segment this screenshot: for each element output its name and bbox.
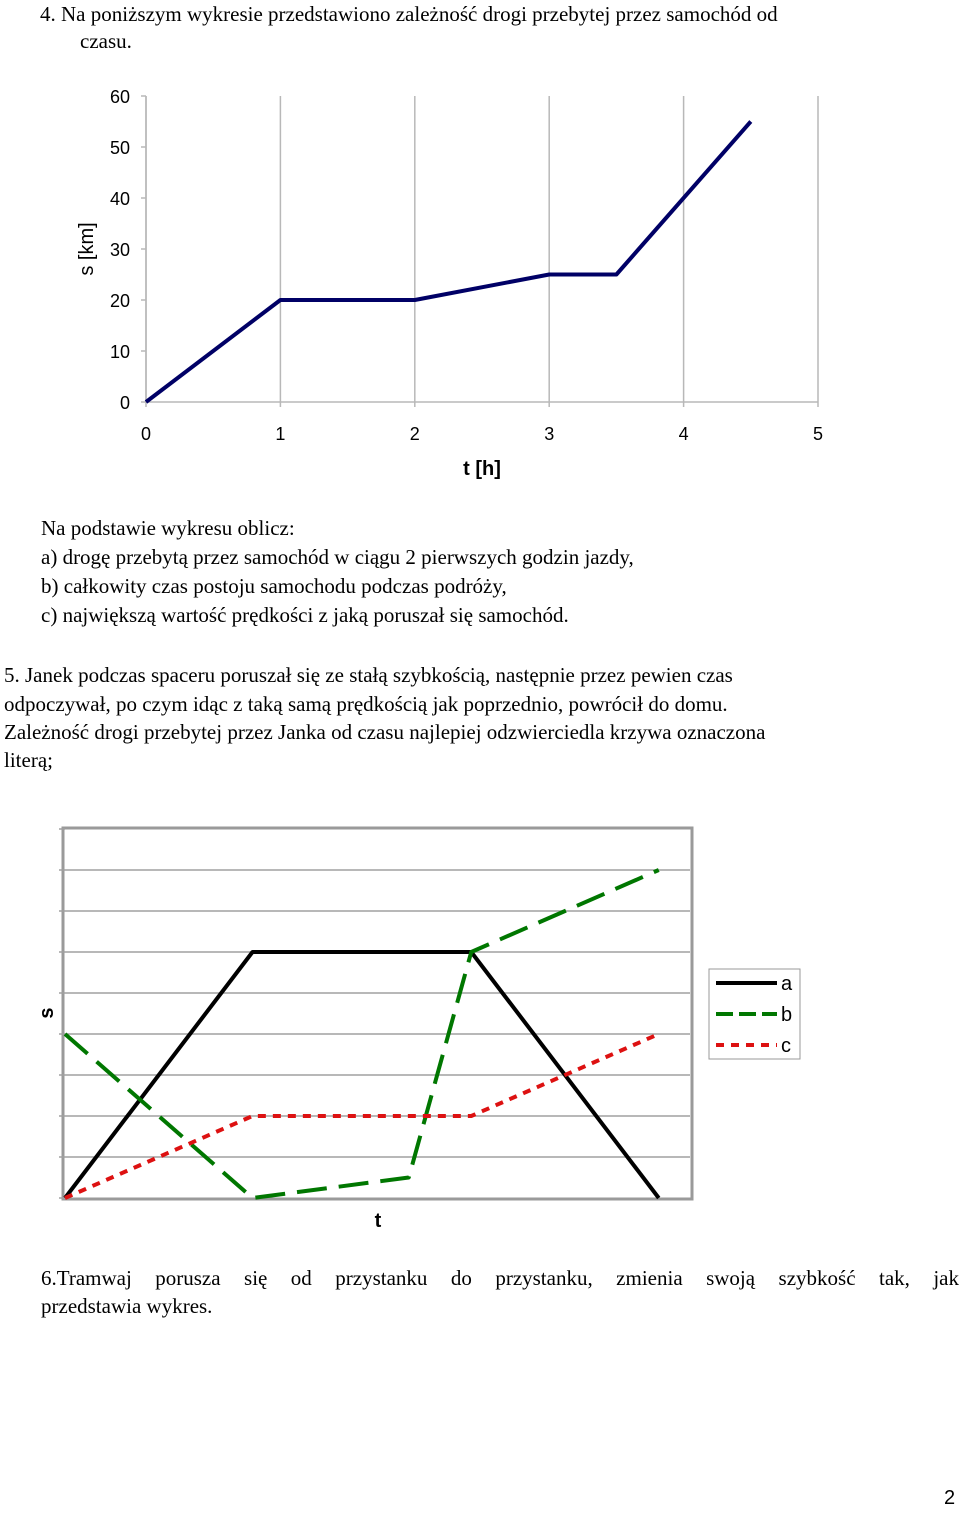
chart1-x-tick-label-3: 3 xyxy=(544,424,555,444)
q4-intro: Na podstawie wykresu oblicz: xyxy=(41,516,295,540)
chart1-y-axis-label: s [km] xyxy=(76,222,98,276)
chart1-x-axis-label: t [h] xyxy=(463,458,501,480)
q5-line-1: 5. Janek podczas spaceru poruszał się ze stałą szybkością, następnie przez pewien czas xyxy=(4,663,733,687)
chart2-x-axis-label: t xyxy=(374,1210,382,1232)
chart2-legend xyxy=(709,969,800,1059)
q4-item-a: a) drogę przebytą przez samochód w ciągu 2 pierwszych godzin jazdy, xyxy=(41,545,634,569)
chart1-y-tick-label-0: 0 xyxy=(119,393,130,413)
q5-line-4: literą; xyxy=(4,748,53,772)
q6-line-1: 6.Tramwaj porusza się od przystanku do przystanku, zmienia swoją szybkość tak, jak xyxy=(41,1266,959,1290)
q5-line-2: odpoczywał, po czym idąc z taką samą prędkością jak poprzednio, powrócił do domu. xyxy=(4,692,728,716)
chart1-x-tick-label-0: 0 xyxy=(140,424,152,444)
chart1-y-tick-label-5: 50 xyxy=(109,138,130,158)
page-number: 2 xyxy=(944,1487,956,1509)
chart1-y-tick-label-4: 40 xyxy=(109,189,130,209)
chart1-x-tick-label-4: 4 xyxy=(678,424,689,444)
chart1-x-tick-label-1: 1 xyxy=(275,424,286,444)
chart1-x-tick-label-5: 5 xyxy=(812,424,824,444)
q4-line-1: 4. Na poniższym wykresie przedstawiono zależność drogi przebytej przez samochód od xyxy=(40,2,778,26)
q4-item-b: b) całkowity czas postoju samochodu podczas podróży, xyxy=(41,574,507,598)
chart1-x-tick-label-2: 2 xyxy=(409,424,420,444)
q5-line-3: Zależność drogi przebytej przez Janka od czasu najlepiej odzwierciedla krzywa oznaczona xyxy=(4,720,766,744)
q4-line-2: czasu. xyxy=(80,29,132,53)
chart1-y-tick-label-6: 60 xyxy=(109,87,130,107)
legend-label-c: c xyxy=(781,1035,791,1057)
chart1-y-tick-label-3: 30 xyxy=(109,240,130,260)
chart1-y-tick-label-2: 20 xyxy=(109,291,130,311)
legend-label-a: a xyxy=(781,973,793,995)
chart2-y-axis-label: s xyxy=(36,1007,58,1019)
legend-label-b: b xyxy=(781,1004,793,1026)
chart1-y-tick-label-1: 10 xyxy=(109,342,130,362)
q6-line-2: przedstawia wykres. xyxy=(41,1294,213,1318)
chart2-plot-frame xyxy=(63,828,692,1199)
q4-item-c: c) największą wartość prędkości z jaką poruszał się samochód. xyxy=(41,603,569,627)
